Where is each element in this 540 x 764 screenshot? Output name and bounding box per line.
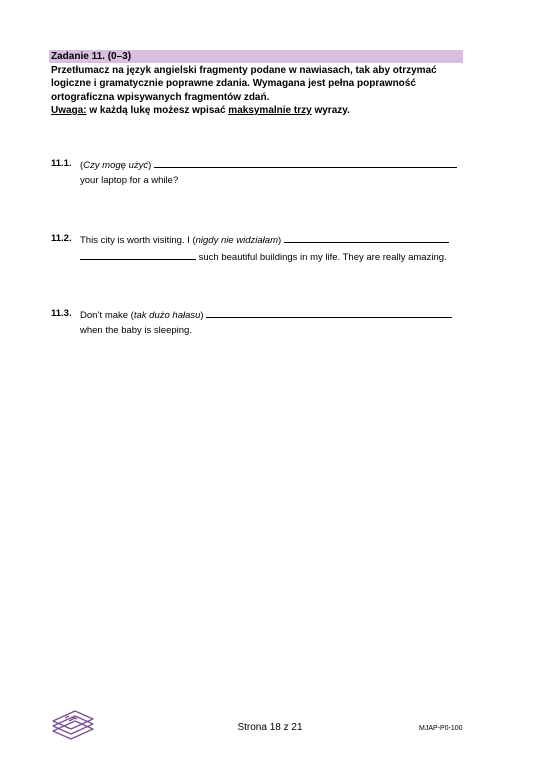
answer-blank[interactable] bbox=[206, 306, 452, 318]
note-text: wyrazy. bbox=[311, 104, 350, 116]
answer-blank[interactable] bbox=[80, 248, 196, 260]
instruction-line: Przetłumacz na język angielski fragmenty podane w nawiasach, tak aby otrzymać bbox=[51, 65, 437, 76]
paren: ( bbox=[80, 160, 84, 171]
item-line bbox=[80, 231, 449, 248]
note-text: w każdą lukę możesz wpisać bbox=[86, 104, 229, 116]
instruction-line: ortograficzna wpisywanych fragmentów zdań. bbox=[51, 91, 270, 103]
polish-hint: nigdy nie widziałam bbox=[195, 235, 278, 246]
item-line bbox=[80, 306, 452, 323]
note-emphasis: maksymalnie trzy bbox=[228, 104, 312, 116]
item-text: Don’t make ( bbox=[80, 310, 134, 321]
paren: ) bbox=[148, 160, 152, 171]
item-line-text: when the baby is sleeping. bbox=[80, 325, 192, 336]
task-title: Zadanie 11. (0–3) bbox=[51, 51, 132, 62]
item-line-text: your laptop for a while? bbox=[80, 175, 179, 186]
instruction-note bbox=[51, 104, 463, 117]
exam-code: MJAP-P0-100 bbox=[419, 725, 463, 732]
answer-blank[interactable] bbox=[284, 231, 449, 243]
note-label: Uwaga: bbox=[51, 104, 87, 116]
polish-hint: tak dużo hałasu bbox=[133, 310, 201, 321]
polish-hint: Czy mogę użyć bbox=[83, 160, 149, 171]
task-header bbox=[49, 50, 463, 63]
task-instructions bbox=[51, 64, 463, 117]
item-number: 11.2. bbox=[51, 233, 72, 244]
item-line bbox=[80, 248, 447, 265]
item-text: This city is worth visiting. I ( bbox=[80, 235, 196, 246]
item-line bbox=[80, 156, 457, 173]
answer-blank[interactable] bbox=[154, 156, 457, 168]
instruction-line: logiczne i gramatycznie poprawne zdania. Wymagana jest pełna poprawność bbox=[51, 78, 416, 90]
paren: ) bbox=[200, 310, 204, 321]
item-text: such beautiful buildings in my life. They are really amazing. bbox=[196, 252, 447, 263]
page-number: Strona 18 z 21 bbox=[237, 722, 303, 733]
item-number: 11.1. bbox=[51, 158, 72, 169]
paren: ) bbox=[277, 235, 282, 246]
item-number: 11.3. bbox=[51, 308, 72, 319]
